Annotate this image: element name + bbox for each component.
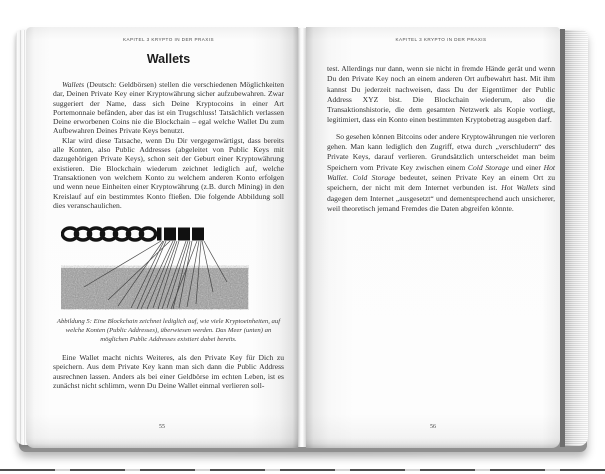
figure-blockchain-addresses [61,224,249,310]
page-right [306,27,560,448]
body-paragraphs-right [327,64,555,214]
figure-caption: Abbildung 5: Eine Blockchain zeichnet lediglich auf, wie viele Kryptoeinheiten, auf welche Konten (Public Addresses), überwiesen werden. Das Meer (unten) an möglichen Public Addresses existiert dabei bereits. [56,318,281,344]
blockchain-chain-icon [62,228,155,240]
paragraph: test. Allerdings nur dann, wenn sie nicht in fremde Hände gerät und wenn Du den Private Key noch an einem anderen Ort aufbewahrt hast. Mit ihm kannst Du jederzeit nachweisen, dass Du der Eigentümer der Public Address XYZ bist. Die Blockchain wiederum, also die Transaktionshistorie, die dem gesamten Netzwerk als Kopie vorliegt, legitimiert, dass ein Konto einen bestimmten Kryptobetrag ausgeben darf. [327,64,555,125]
page-left [26,27,298,448]
page-number-left: 55 [159,424,165,430]
page-number-right: 56 [430,424,436,430]
chapter-title: Wallets [146,52,191,66]
book-spine [298,28,306,447]
paragraph: Klar wird diese Tatsache, wenn Du Dir vergegenwärtigst, dass bereits alle Konten, also Public Addresses (abgeleitet von Public Keys mit dazugehörigen Private Keys), schon seit der Geburt einer Kryptowährung existieren. Die Blockchain wiederum zeichnet lediglich auf, welche Transaktionen von welchem Konto zu welchem anderen Konto erfolgen und wenn neue Einheiten einer Kryptowährung (z.B. durch Mining) in den Kreislauf auf ein bestimmtes Konto fließen. Die folgende Abbildung soll dies veranschaulichen. [53,135,284,210]
running-header: KAPITEL 3 KRYPTO IN DER PRAXIS [395,37,487,42]
body-paragraphs-left-bottom [53,353,284,390]
paragraph: So gesehen können Bitcoins oder andere Kryptowährungen nie verloren gehen. Man kann lediglich den Zugriff, etwa durch „verschludern“ des Private Keys, darauf verlieren. Grundsätzlich unterscheidet man beim Speichern vom Private Key zwischen einem Cold Storage und einer Hot Wallet. Cold Storage bedeutet, seinen Private Key an einem Ort zu speichern, der nicht mit dem Internet verbunden ist. Hot Wallets sind dagegen dem Internet „ausgesetzt“ und dementsprechend auch unsicherer, weil theoretisch jemand Fremdes die Daten abgreifen könnte. [327,131,556,213]
open-book [16,27,590,448]
mined-blocks-icon [157,228,204,241]
running-header: KAPITEL 3 KRYPTO IN DER PRAXIS [122,37,215,42]
body-paragraphs-left-top [53,80,284,210]
page-stack-right [565,30,588,446]
paragraph: Eine Wallet macht nichts Weiteres, als den Private Key für Dich zu speichern. Aus dem Private Key kann man sich dann die Public Address ausrechnen lassen. Anders als bei einer Geldbörse im echten Leben, ist es zunächst nicht schlimm, wenn Du Deine Wallet einmal verlieren soll- [53,353,284,391]
paragraph: Wallets (Deutsch: Geldbörsen) stellen die verschiedenen Möglichkeiten dar, Deinen Private Key einer Kryptowährung sicher aufzubewahren. Zwar suggeriert der Name, dass sich Deine Kryptocoins in einer Art Portemonnaie befänden, aber das ist ein Trugschluss! Tatsächlich verlassen Deine erworbenen Coins nie die Blockchain – egal welche Wallet Du zum Aufbewahren Deines Private Keys benutzt. [53,80,284,136]
bottom-edge-line [0,469,605,471]
